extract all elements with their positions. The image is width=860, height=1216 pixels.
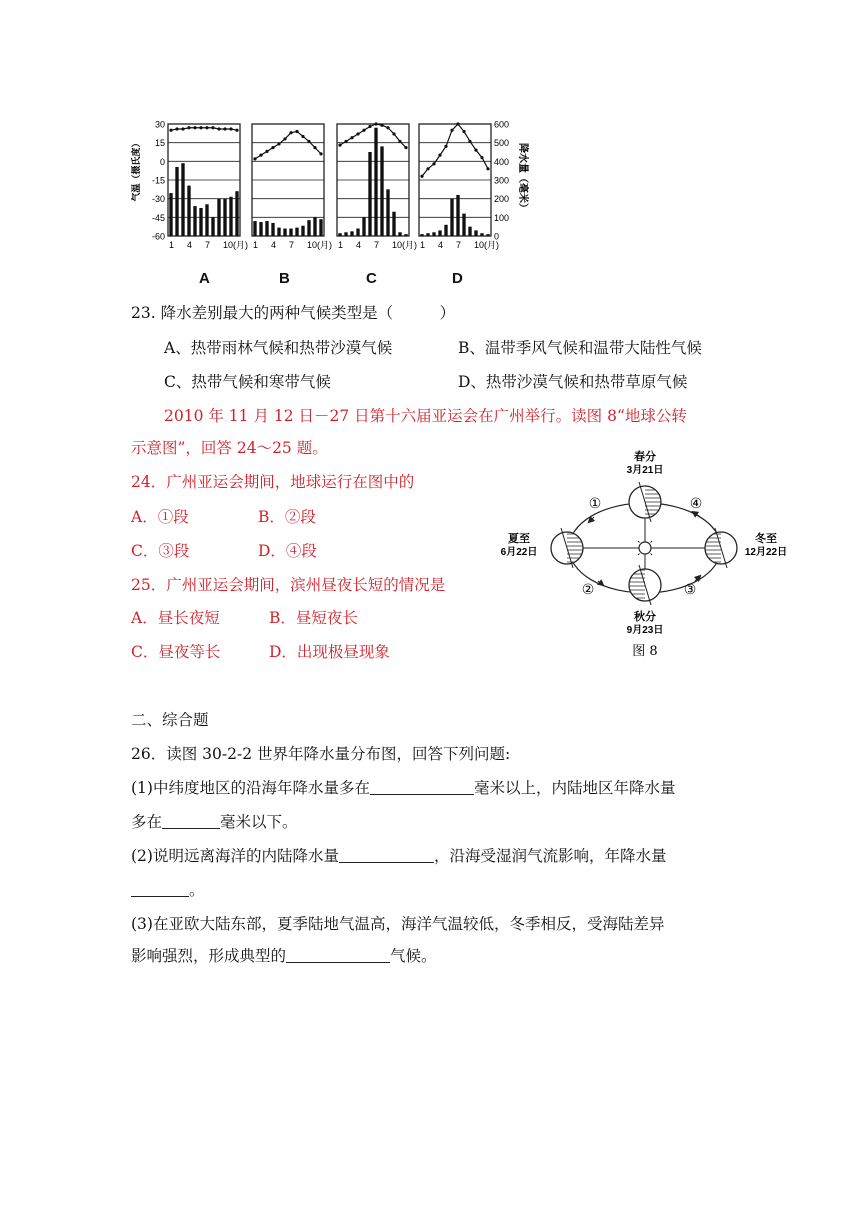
month-tick-label: 10(月) <box>223 240 249 250</box>
precip-bar <box>380 146 383 236</box>
precip-bar <box>362 217 365 236</box>
precip-tick-label: 600 <box>494 119 510 130</box>
earth-orbit-diagram <box>495 444 795 666</box>
precip-bar <box>175 167 178 236</box>
precip-bar <box>313 217 316 236</box>
q26-p3-text-c: 气候。 <box>390 947 437 965</box>
winter-date: 12月22日 <box>744 547 788 558</box>
precip-bar <box>199 208 202 236</box>
q26-part1-line1 <box>131 778 675 798</box>
precip-bar <box>350 231 353 236</box>
earth-spring-icon <box>629 482 661 522</box>
q24-stem: 24．广州亚运会期间，地球运行在图中的 <box>131 473 415 491</box>
precip-bar <box>205 204 208 236</box>
right-axis-title: 降水量（毫米） <box>517 143 528 213</box>
temperature-point <box>380 124 383 127</box>
month-tick-label: 7 <box>205 240 211 250</box>
temperature-line <box>422 124 488 176</box>
spring-date: 3月21日 <box>626 465 664 476</box>
climate-charts <box>0 0 560 265</box>
temperature-point <box>271 146 274 149</box>
month-tick-label: 10(月) <box>392 240 418 250</box>
precip-bar <box>277 228 280 236</box>
chart-panel-b <box>252 124 332 250</box>
panel-label-c: C <box>366 270 377 287</box>
q26-part1-line2 <box>131 812 298 832</box>
q26-p3-blank[interactable] <box>286 947 390 963</box>
precip-bar <box>211 217 214 236</box>
temperature-point <box>404 146 407 149</box>
q26-stem: 26．读图 30-2-2 世界年降水量分布图，回答下列问题: <box>131 745 511 763</box>
chart-panels <box>168 122 499 250</box>
temperature-point <box>193 126 196 129</box>
temperature-point <box>362 129 365 132</box>
q25-stem: 25．广州亚运会期间，滨州昼夜长短的情况是 <box>131 576 446 594</box>
temperature-point <box>301 135 304 138</box>
temperature-point <box>392 132 395 135</box>
precip-bar <box>289 229 292 236</box>
intro-line-1: 2010 年 11 月 12 日－27 日第十六届亚运会在广州举行。读图 8“地球公转 <box>164 407 687 425</box>
q26-part2-line1 <box>131 846 666 866</box>
temperature-point <box>486 167 489 170</box>
precip-bar <box>420 234 423 236</box>
temperature-point <box>205 126 208 129</box>
temperature-point <box>386 126 389 129</box>
winter-label: 冬至 <box>755 533 777 545</box>
precip-bar <box>319 219 322 236</box>
temperature-point <box>420 175 423 178</box>
precip-bar <box>223 199 226 236</box>
temperature-point <box>265 150 268 153</box>
temperature-point <box>295 130 298 133</box>
temperature-point <box>374 122 377 125</box>
precip-bar <box>480 233 483 236</box>
q26-p1-text-d: 毫米以下。 <box>220 813 298 831</box>
precip-bar <box>368 152 371 236</box>
temperature-line <box>171 128 237 130</box>
panel-label-a: A <box>199 270 210 287</box>
q26-p1-text-b: 毫米以上，内陆地区年降水量 <box>473 779 676 797</box>
q24-option-c: C．③段 <box>131 542 190 560</box>
precip-bar <box>398 232 401 236</box>
earth-summer-icon <box>551 528 583 568</box>
q26-part3-line2 <box>131 946 437 966</box>
month-tick-label: 10(月) <box>307 240 333 250</box>
precip-bar <box>301 226 304 236</box>
precip-bar <box>462 214 465 236</box>
temperature-point <box>223 127 226 130</box>
q26-part3-line1: (3)在亚欧大陆东部，夏季陆地气温高，海洋气温较低，冬季相反，受海陆差异 <box>131 915 665 933</box>
month-tick-label: 1 <box>253 240 259 250</box>
precip-bar <box>438 230 441 236</box>
temperature-point <box>468 140 471 143</box>
month-tick-label: 4 <box>438 240 444 250</box>
temperature-point <box>253 157 256 160</box>
month-tick-label: 7 <box>374 240 380 250</box>
month-tick-label: 4 <box>187 240 193 250</box>
temperature-point <box>462 130 465 133</box>
temperature-point <box>283 137 286 140</box>
temperature-point <box>350 136 353 139</box>
precip-bar <box>338 233 341 236</box>
segment-3-label: ③ <box>683 581 697 597</box>
q26-p2-blank-2[interactable] <box>131 881 189 897</box>
month-tick-label: 1 <box>338 240 344 250</box>
q26-p2-blank-1[interactable] <box>339 847 434 863</box>
left-axis-ticks <box>152 120 165 242</box>
precip-bar <box>259 222 262 236</box>
left-axis-title: 气温（摄氏度） <box>131 138 141 202</box>
precip-bar <box>386 189 389 236</box>
q23-option-a: A、热带雨林气候和热带沙漠气候 <box>164 339 393 357</box>
month-tick-label: 7 <box>456 240 462 250</box>
section-heading: 二、综合题 <box>131 711 209 729</box>
earth-winter-icon <box>705 528 737 568</box>
temperature-point <box>229 127 232 130</box>
temperature-point <box>169 129 172 132</box>
chart-panel-d <box>419 122 499 250</box>
month-tick-label: 4 <box>356 240 362 250</box>
temperature-point <box>187 126 190 129</box>
precip-bar <box>450 199 453 236</box>
temperature-point <box>259 154 262 157</box>
temperature-point <box>338 144 341 147</box>
autumn-label: 秋分 <box>634 611 656 623</box>
precip-bar <box>169 193 172 236</box>
earth-autumn-icon <box>629 565 661 605</box>
q26-p2-text-c: 。 <box>189 881 205 899</box>
spring-label: 春分 <box>634 451 656 463</box>
precip-bar <box>253 221 256 236</box>
precip-tick-label: 500 <box>494 138 510 149</box>
segment-4-label: ④ <box>689 495 703 511</box>
precip-bar <box>271 223 274 236</box>
precip-bar <box>344 232 347 236</box>
temperature-point <box>277 142 280 145</box>
precip-tick-label: 0 <box>494 231 500 242</box>
precip-bar <box>468 227 471 236</box>
right-axis-ticks <box>494 120 509 242</box>
q26-p1-text-a: (1)中纬度地区的沿海年降水量多在 <box>131 779 370 797</box>
q26-p1-text-c: 多在 <box>131 813 163 831</box>
panel-label-b: B <box>279 270 290 287</box>
precip-bar <box>295 228 298 236</box>
temperature-point <box>313 146 316 149</box>
temperature-point <box>426 167 429 170</box>
temperature-point <box>211 126 214 129</box>
temp-tick-label: -15 <box>151 175 165 186</box>
precip-bar <box>181 163 184 236</box>
precip-bar <box>432 232 435 236</box>
q25-option-b: B．昼短夜长 <box>269 609 358 627</box>
temperature-point <box>217 127 220 130</box>
precip-bar <box>265 221 268 236</box>
temp-tick-label: -30 <box>151 194 165 205</box>
segment-2-label: ② <box>581 581 595 597</box>
temp-tick-label: -60 <box>151 231 165 242</box>
precip-tick-label: 100 <box>494 212 510 223</box>
precip-bar <box>486 234 489 236</box>
temperature-point <box>438 154 441 157</box>
q25-option-a: A．昼长夜短 <box>131 609 220 627</box>
segment-1-label: ① <box>588 495 602 511</box>
summer-date: 6月22日 <box>500 547 538 558</box>
autumn-date: 9月23日 <box>626 625 664 636</box>
precip-bar <box>474 230 477 236</box>
temperature-point <box>432 162 435 165</box>
q24-option-d: D．④段 <box>258 542 317 560</box>
q26-p3-text-b: 影响强烈，形成典型的 <box>131 947 287 965</box>
q25-option-c: C．昼夜等长 <box>131 643 221 661</box>
precip-bar <box>426 233 429 236</box>
temperature-point <box>474 149 477 152</box>
temp-tick-label: -45 <box>151 212 165 223</box>
q23-option-b: B、温带季风气候和温带大陆性气候 <box>458 339 702 357</box>
precip-bar <box>307 220 310 236</box>
temperature-point <box>235 129 238 132</box>
temperature-point <box>344 140 347 143</box>
precip-bar <box>444 225 447 236</box>
temperature-line <box>255 131 321 158</box>
q23-option-c: C、热带气候和寒带气候 <box>164 373 331 391</box>
temperature-point <box>181 127 184 130</box>
q26-p2-text-a: (2)说明远离海洋的内陆降水量 <box>131 847 339 865</box>
temperature-point <box>319 152 322 155</box>
temperature-point <box>450 129 453 132</box>
intro-line-2: 示意图”，回答 24～25 题。 <box>131 439 328 457</box>
q26-p1-blank-1[interactable] <box>370 779 474 795</box>
figure-caption: 图 8 <box>632 644 658 659</box>
temperature-point <box>444 145 447 148</box>
temperature-line <box>340 124 406 148</box>
precip-tick-label: 400 <box>494 156 510 167</box>
temperature-point <box>289 131 292 134</box>
precip-bar <box>392 212 395 236</box>
temperature-point <box>398 140 401 143</box>
temp-tick-label: 15 <box>154 138 165 149</box>
temperature-point <box>307 140 310 143</box>
precip-bar <box>217 199 220 236</box>
temperature-point <box>368 125 371 128</box>
precip-bar <box>283 229 286 236</box>
precip-bar <box>374 128 377 236</box>
temperature-point <box>356 132 359 135</box>
chart-panel-a <box>168 124 248 250</box>
month-tick-label: 7 <box>289 240 295 250</box>
q26-p1-blank-2[interactable] <box>162 813 220 829</box>
temperature-point <box>199 126 202 129</box>
temp-tick-label: 30 <box>154 119 165 130</box>
precip-bar <box>456 195 459 236</box>
precip-bar <box>229 197 232 236</box>
q26-p2-text-b: ，沿海受湿润气流影响，年降水量 <box>433 847 667 865</box>
q24-option-a: A．①段 <box>131 508 189 526</box>
q24-option-b: B．②段 <box>258 508 316 526</box>
temperature-point <box>175 127 178 130</box>
precip-tick-label: 200 <box>494 194 510 205</box>
month-tick-label: 1 <box>169 240 175 250</box>
month-tick-label: 10(月) <box>474 240 500 250</box>
q23-stem: 23. 降水差别最大的两种气候类型是（ ） <box>131 304 456 322</box>
q23-option-d: D、热带沙漠气候和热带草原气候 <box>458 373 688 391</box>
month-tick-label: 4 <box>271 240 277 250</box>
q25-option-d: D．出现极昼现象 <box>269 643 390 661</box>
panel-label-d: D <box>452 270 463 287</box>
summer-label: 夏至 <box>508 533 530 545</box>
temperature-point <box>480 156 483 159</box>
precip-bar <box>404 234 407 236</box>
precip-tick-label: 300 <box>494 175 510 186</box>
chart-panel-c <box>337 122 417 250</box>
precip-bar <box>187 186 190 236</box>
precip-bar <box>235 191 238 236</box>
precip-bar <box>193 206 196 236</box>
precip-bar <box>356 229 359 236</box>
temp-tick-label: 0 <box>159 156 165 167</box>
q26-part2-line2 <box>131 880 205 900</box>
month-tick-label: 1 <box>420 240 426 250</box>
temperature-point <box>456 122 459 125</box>
